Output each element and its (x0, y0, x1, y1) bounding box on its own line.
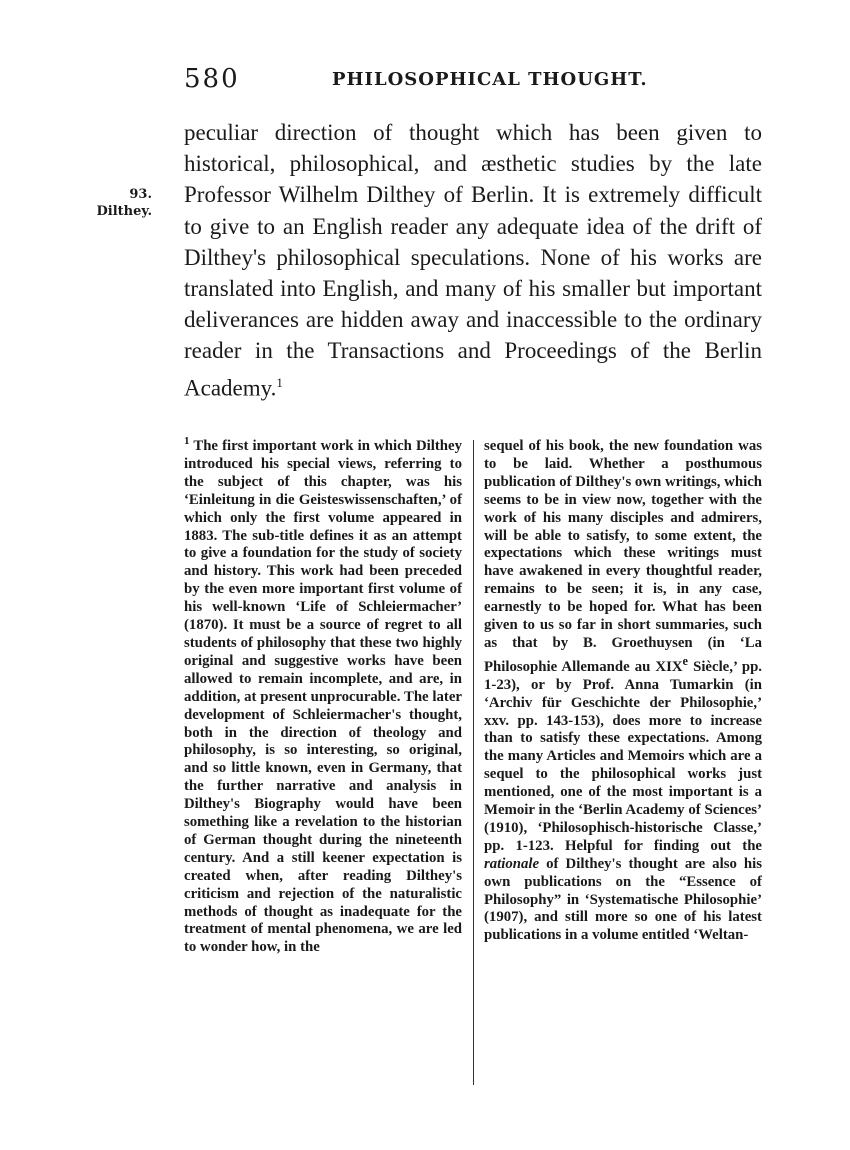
footnote-paragraph (184, 435, 462, 957)
footnote-continuation (484, 438, 762, 945)
section-number: 93. (129, 187, 152, 202)
main-text (184, 117, 762, 403)
footnote-marker: 1 (184, 435, 190, 448)
footnote-right-text-2: Siècle,’ pp. 1-23), or by Prof. Anna Tumarkin (in ‘Archiv für Geschichte der Philosophie,’ xxv. pp. 143-153), does more to increase than to satisfy these expectations. Among the many Articles and Memoirs which are a sequel to the philosophical works just mentioned, one of the most important is a Memoir in the ‘Berlin Academy of Sciences’ (1910), ‘Philosophisch-historische Classe,’ pp. 1-123. Helpful for finding out the (484, 658, 762, 854)
body-paragraph-text: peculiar direction of thought which has been given to historical, philosophical, and æsthetic studies by the late Professor Wilhelm Dilthey of Berlin. It is extremely difficult to give to an English reader any adequate idea of the drift of Dilthey's philosophical speculations. None of his works are translated into English, and many of his smaller but important deliverances are hidden away and inaccessible to the ordinary reader in the Transactions and Proceedings of the Berlin Academy. (184, 120, 762, 401)
section-label: Dilthey. (96, 204, 152, 219)
italic-term: rationale (484, 855, 540, 872)
footnotes (184, 435, 764, 1098)
footnote-reference: 1 (276, 374, 283, 390)
column-divider (473, 440, 474, 1085)
footnote-left-column (184, 435, 462, 957)
footnote-right-column (484, 438, 762, 945)
footnote-right-text-1: sequel of his book, the new foundation was to be laid. Whether a posthumous publication of Dilthey's own writings, which seems to be in view now, together with the work of his many disciples and admirers, will be able to satisfy, to some extent, the expectations which these writings must have awakened in every thoughtful reader, remains to be seen; it is, in any case, earnestly to be hoped for. What has been given to us so far in short summaries, such as that by B. Groethuysen (in ‘La Philosophie Allemande au XIX (484, 438, 762, 675)
body-paragraph (184, 117, 762, 403)
page-number: 580 (184, 64, 240, 94)
century-superscript: e (682, 653, 689, 668)
page-header (184, 64, 764, 98)
running-title: PHILOSOPHICAL THOUGHT. (332, 69, 648, 90)
margin-note (78, 186, 152, 220)
footnote-left-text: The first important work in which Dilthey introduced his special views, referring to the subject of this chapter, was his ‘Einleitung in die Geisteswissenschaften,’ of which only the first volume appeared in 1883. The sub-title defines it as an attempt to give a foundation for the study of society and history. This work had been preceded by the even more important first volume of his well-known ‘Life of Schleiermacher’ (1870). It must be a source of regret to all students of philosophy that these two highly original and suggestive works have been allowed to remain incomplete, and are, in addition, at present unprocurable. The later development of Schleiermacher's thought, both in the direction of theology and philosophy, is so interesting, so original, and so little known, even in Germany, that the further narrative and analysis in Dilthey's Biography would have been something like a revelation to the historian of German thought during the nineteenth century. And a still keener expectation is created when, after reading Dilthey's criticism and rejection of the naturalistic methods of thought as inadequate for the treatment of mental phenomena, we are led to wonder how, in the (184, 438, 462, 956)
footnote-right-text-3: of Dilthey's thought are also his own publications on the “Essence of Philosophy” in ‘Systematische Philosophie’ (1907), and still more so one of his latest publications in a volume entitled ‘Weltan- (484, 855, 762, 944)
